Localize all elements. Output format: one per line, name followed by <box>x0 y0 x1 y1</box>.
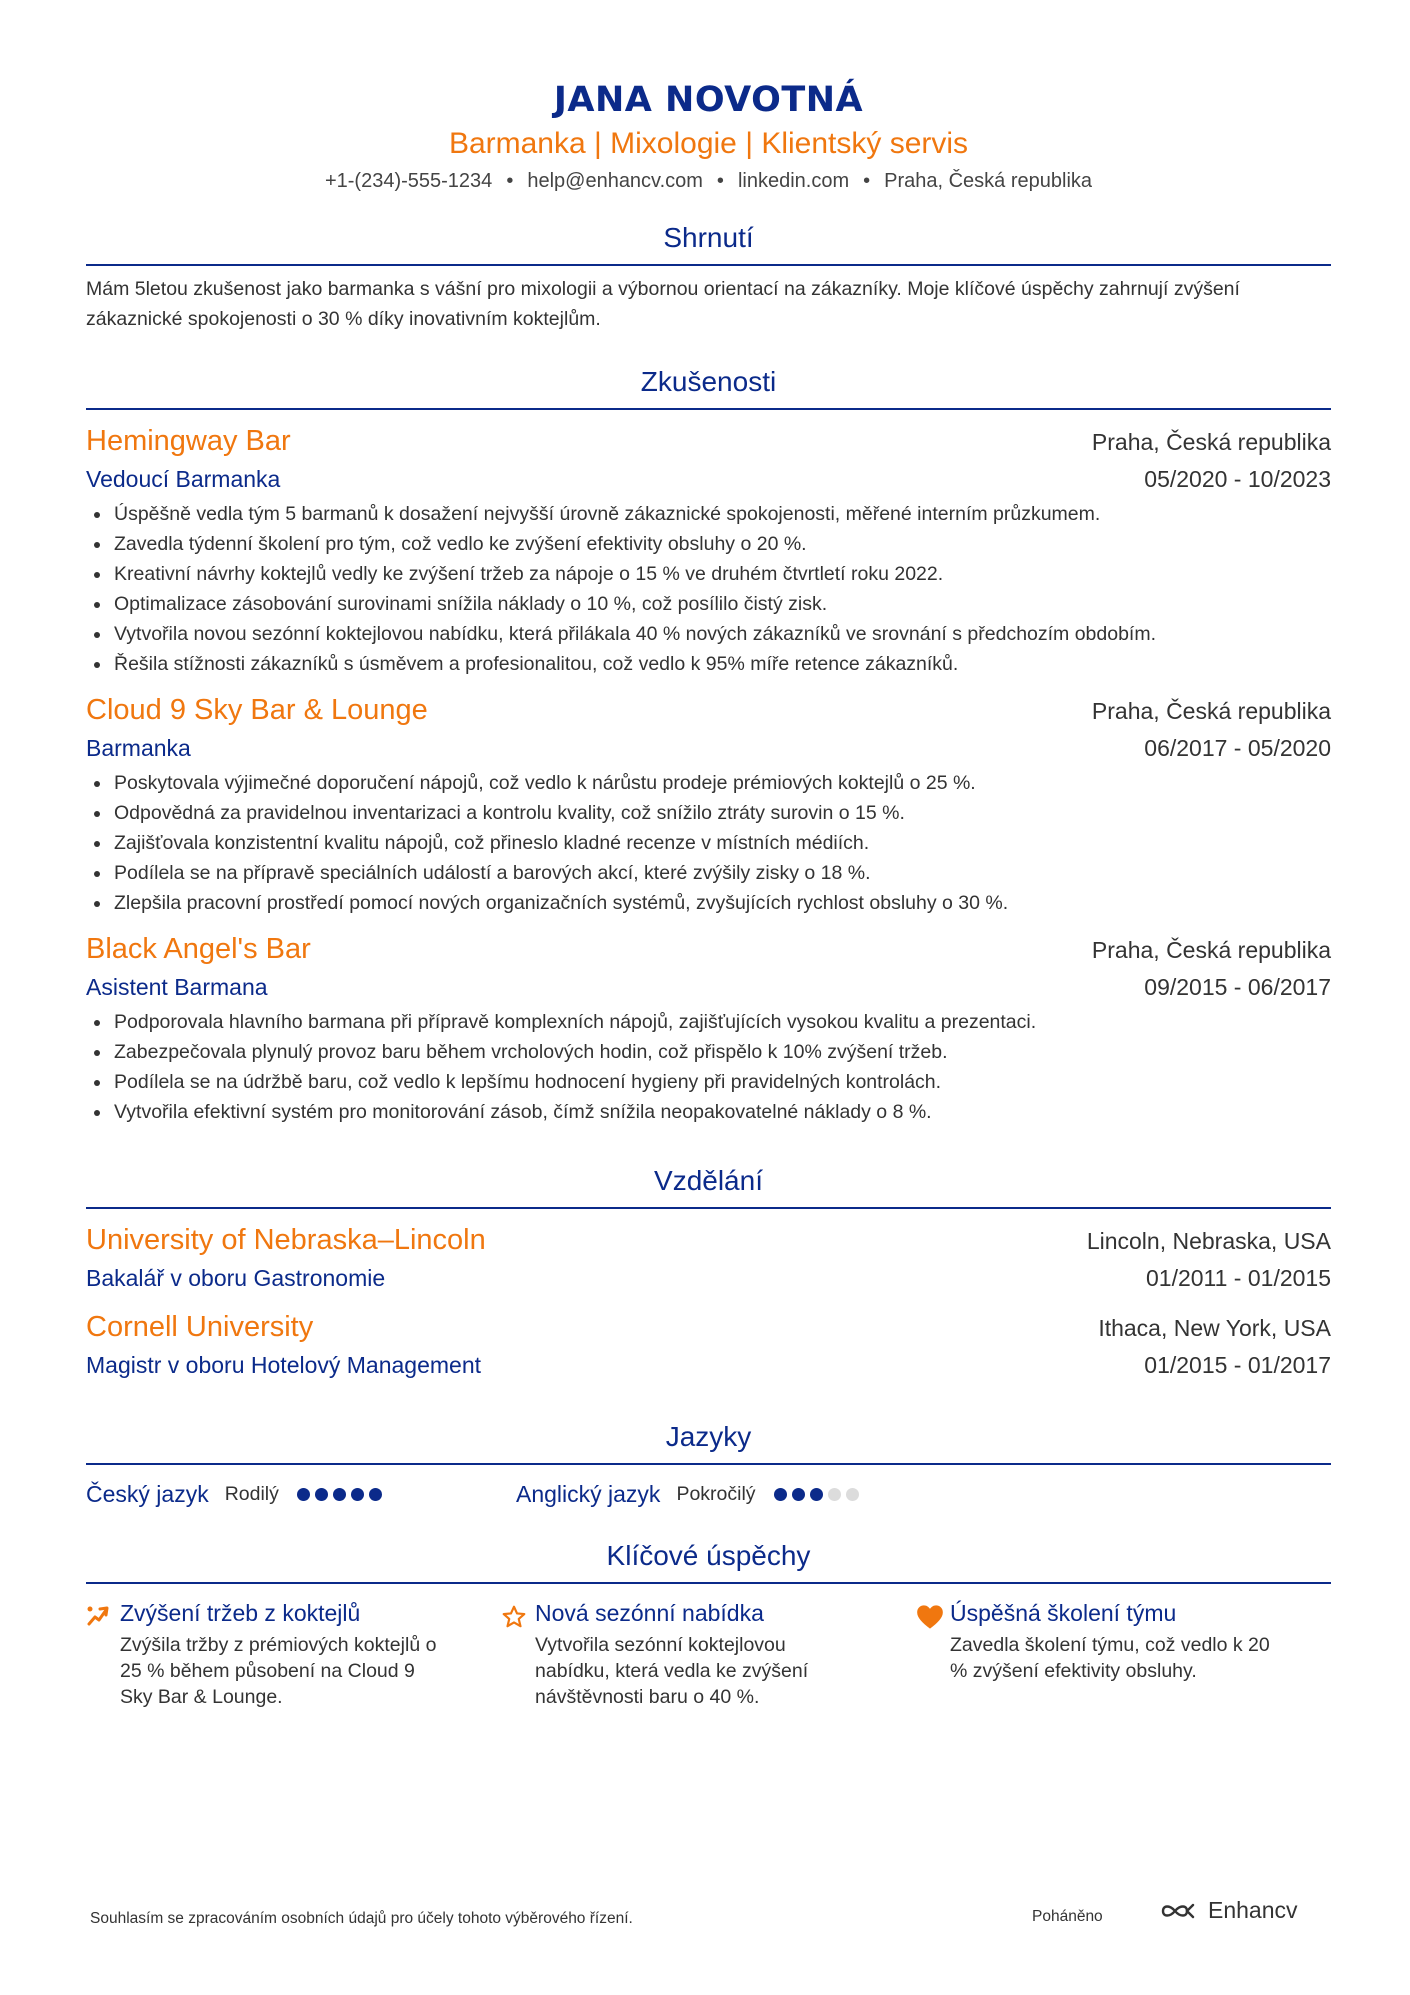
achievement-item <box>501 1598 916 1710</box>
job-role: Asistent Barmana <box>86 974 268 1000</box>
job-bullets <box>86 768 1331 918</box>
contact-phone: +1-(234)-555-1234 <box>324 170 493 192</box>
education-school: Cornell University <box>86 1311 314 1343</box>
job-role: Barmanka <box>86 735 191 761</box>
section-title-languages: Jazyky <box>86 1419 1331 1465</box>
separator-dot: • <box>506 170 514 192</box>
rating-dot-filled <box>315 1488 328 1501</box>
job-bullet: Zabezpečovala plynulý provoz baru během vrcholových hodin, což přispělo k 10% zvýšení tržeb. <box>86 1037 1331 1067</box>
separator-dot: • <box>716 170 724 192</box>
job-bullet: Zavedla týdenní školení pro tým, což vedlo ke zvýšení efektivity obsluhy o 20 %. <box>86 529 1331 559</box>
achievement-item <box>916 1598 1331 1710</box>
job-company: Cloud 9 Sky Bar & Lounge <box>86 694 428 726</box>
separator-dot: • <box>863 170 871 192</box>
language-rating <box>774 1488 864 1501</box>
achievement-description: Vytvořila sezónní koktejlovou nabídku, která vedla ke zvýšení návštěvnosti baru o 40 %. <box>535 1634 809 1708</box>
job-company: Hemingway Bar <box>86 425 291 457</box>
rating-dot-filled <box>351 1488 364 1501</box>
job-location: Praha, Česká republika <box>1091 429 1331 455</box>
job-bullet: Podílela se na přípravě speciálních událostí a barových akcí, které zvýšily zisky o 18 %. <box>86 858 1331 888</box>
job-bullet: Podporovala hlavního barmana při přípravě komplexních nápojů, zajišťujících vysokou kvalitu a prezentaci. <box>86 1007 1331 1037</box>
summary-text: Mám 5letou zkušenost jako barmanka s vášní pro mixologii a výbornou orientací na zákazníky. Moje klíčové úspěchy zahrnují zvýšení zákaznické spokojenosti o 30 % díky inovativním koktejlům. <box>86 278 1240 330</box>
summary-section <box>86 220 1331 334</box>
job-dates: 09/2015 - 06/2017 <box>1144 974 1331 1000</box>
languages-section <box>86 1419 1331 1508</box>
job-entry <box>86 691 1331 918</box>
achievements-section <box>86 1538 1331 1710</box>
rating-dot-empty <box>828 1488 841 1501</box>
education-degree: Magistr v oboru Hotelový Management <box>86 1352 482 1378</box>
education-degree: Bakalář v oboru Gastronomie <box>86 1265 386 1291</box>
job-location: Praha, Česká republika <box>1091 937 1331 963</box>
contact-linkedin: linkedin.com <box>737 170 850 192</box>
star-icon <box>501 1598 535 1710</box>
rating-dot-empty <box>846 1488 859 1501</box>
achievement-title: Úspěšná školení týmu <box>950 1600 1177 1626</box>
contact-line <box>86 168 1331 194</box>
job-bullets <box>86 1007 1331 1127</box>
job-bullet: Vytvořila efektivní systém pro monitorování zásob, čímž snížila neopakovatelné náklady o 8 %. <box>86 1097 1331 1127</box>
consent-footer: Souhlasím se zpracováním osobních údajů pro účely tohoto výběrového řízení. <box>90 1910 633 1927</box>
job-entry <box>86 930 1331 1127</box>
language-level: Rodilý <box>224 1483 279 1505</box>
job-bullet: Podílela se na údržbě baru, což vedlo k lepšímu hodnocení hygieny při pravidelných kontrolách. <box>86 1067 1331 1097</box>
rating-dot-filled <box>810 1488 823 1501</box>
growth-icon <box>86 1598 120 1710</box>
rating-dot-filled <box>792 1488 805 1501</box>
language-item <box>86 1481 516 1508</box>
heart-icon <box>916 1598 950 1710</box>
rating-dot-filled <box>333 1488 346 1501</box>
rating-dot-filled <box>369 1488 382 1501</box>
education-dates: 01/2015 - 01/2017 <box>1144 1352 1331 1378</box>
job-bullet: Řešila stížnosti zákazníků s úsměvem a profesionalitou, což vedlo k 95% míře retence zákazníků. <box>86 649 1331 679</box>
education-section <box>86 1163 1331 1383</box>
candidate-headline: Barmanka | Mixologie | Klientský servis <box>448 127 969 160</box>
candidate-name: JANA NOVOTNÁ <box>553 80 864 120</box>
contact-location: Praha, Česká republika <box>884 170 1093 192</box>
job-bullet: Zajišťovala konzistentní kvalitu nápojů, což přineslo kladné recenze v místních médiích. <box>86 828 1331 858</box>
education-entry <box>86 1221 1331 1296</box>
job-bullet: Optimalizace zásobování surovinami snížila náklady o 10 %, což posílilo čistý zisk. <box>86 589 1331 619</box>
education-dates: 01/2011 - 01/2015 <box>1145 1265 1331 1291</box>
rating-dot-filled <box>774 1488 787 1501</box>
achievement-title: Zvýšení tržeb z koktejlů <box>120 1600 361 1626</box>
language-name: Anglický jazyk <box>516 1481 661 1507</box>
language-level: Pokročilý <box>676 1483 756 1505</box>
enhancv-logo[interactable] <box>1160 1897 1298 1924</box>
achievement-title: Nová sezónní nabídka <box>535 1600 764 1626</box>
job-dates: 06/2017 - 05/2020 <box>1144 735 1331 761</box>
education-location: Lincoln, Nebraska, USA <box>1086 1228 1331 1254</box>
job-role: Vedoucí Barmanka <box>86 466 281 492</box>
language-rating <box>297 1488 387 1501</box>
job-company: Black Angel's Bar <box>86 933 311 965</box>
job-bullet: Úspěšně vedla tým 5 barmanů k dosažení nejvyšší úrovně zákaznické spokojenosti, měřené interním průzkumem. <box>86 499 1331 529</box>
powered-by-label: Poháněno <box>1032 1908 1103 1925</box>
job-bullet: Poskytovala výjimečné doporučení nápojů, což vedlo k nárůstu prodeje prémiových koktejlů o 25 %. <box>86 768 1331 798</box>
section-title-achievements: Klíčové úspěchy <box>86 1538 1331 1584</box>
enhancv-brand-name: Enhancv <box>1208 1897 1298 1923</box>
section-title-experience: Zkušenosti <box>86 364 1331 410</box>
contact-email: help@enhancv.com <box>527 170 703 192</box>
language-name: Český jazyk <box>86 1481 209 1507</box>
language-item <box>516 1481 946 1508</box>
education-school: University of Nebraska–Lincoln <box>86 1224 486 1256</box>
job-location: Praha, Česká republika <box>1091 698 1331 724</box>
job-bullets <box>86 499 1331 679</box>
job-bullet: Zlepšila pracovní prostředí pomocí nových organizačních systémů, zvyšujících rychlost obsluhy o 30 %. <box>86 888 1331 918</box>
job-entry <box>86 422 1331 679</box>
section-title-education: Vzdělání <box>86 1163 1331 1209</box>
education-location: Ithaca, New York, USA <box>1098 1315 1331 1341</box>
job-bullet: Vytvořila novou sezónní koktejlovou nabídku, která přilákala 40 % nových zákazníků ve srovnání s předchozím obdobím. <box>86 619 1331 649</box>
enhancv-logo-icon <box>1160 1899 1200 1923</box>
achievement-description: Zvýšila tržby z prémiových koktejlů o 25 % během působení na Cloud 9 Sky Bar & Lounge. <box>120 1634 437 1708</box>
job-bullet: Kreativní návrhy koktejlů vedly ke zvýšení tržeb za nápoje o 15 % ve druhém čtvrtletí roku 2022. <box>86 559 1331 589</box>
experience-section <box>86 364 1331 1127</box>
rating-dot-filled <box>297 1488 310 1501</box>
achievement-item <box>86 1598 501 1710</box>
job-bullet: Odpovědná za pravidelnou inventarizaci a kontrolu kvality, což snížilo ztráty surovin o 15 %. <box>86 798 1331 828</box>
job-dates: 05/2020 - 10/2023 <box>1144 466 1331 492</box>
achievement-description: Zavedla školení týmu, což vedlo k 20 % zvýšení efektivity obsluhy. <box>950 1634 1270 1682</box>
education-entry <box>86 1308 1331 1383</box>
section-title-summary: Shrnutí <box>86 220 1331 266</box>
resume-page <box>86 80 1331 1710</box>
